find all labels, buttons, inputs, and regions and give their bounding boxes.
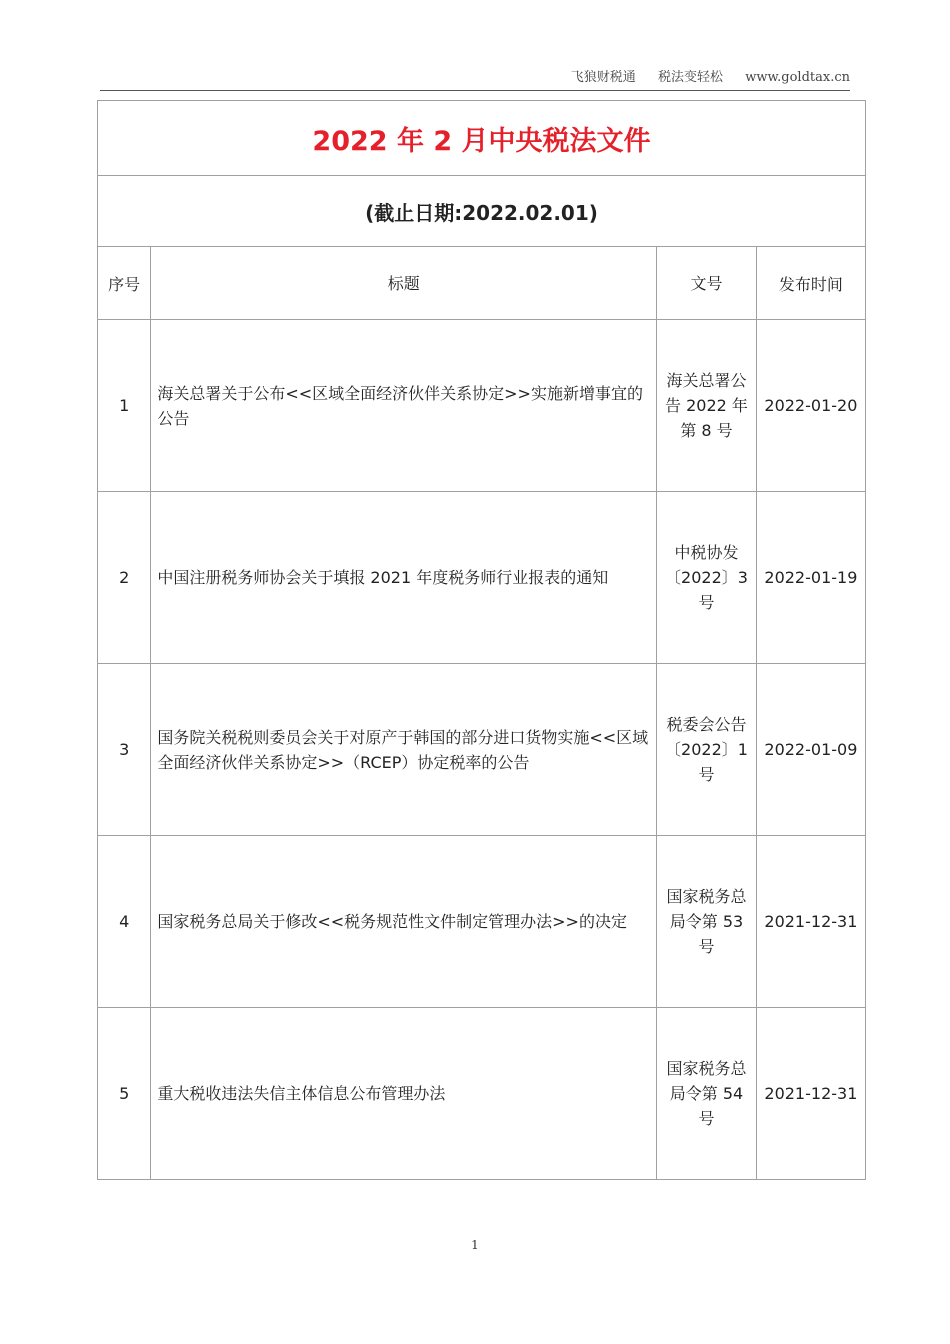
row-title[interactable]: 国家税务总局关于修改<<税务规范性文件制定管理办法>>的决定 (151, 836, 657, 1008)
row-date: 2022-01-19 (756, 492, 865, 664)
document-frame (97, 100, 866, 1180)
header-slogan: 税法变轻松 (658, 70, 724, 85)
table-row (98, 664, 865, 836)
row-title[interactable]: 重大税收违法失信主体信息公布管理办法 (151, 1008, 657, 1180)
row-title[interactable]: 中国注册税务师协会关于填报 2021 年度税务师行业报表的通知 (151, 492, 657, 664)
title-row (98, 101, 865, 176)
table-header-row (98, 247, 865, 320)
column-header-doc-no: 文号 (657, 247, 757, 320)
column-header-title: 标题 (151, 247, 657, 320)
header-brand: 飞狼财税通 (570, 70, 636, 85)
table-row (98, 492, 865, 664)
row-doc-no: 海关总署公告 2022 年第 8 号 (657, 320, 757, 492)
row-date: 2022-01-09 (756, 664, 865, 836)
document-title: 2022 年 2 月中央税法文件 (312, 125, 651, 157)
table-row (98, 320, 865, 492)
header-site[interactable]: www.goldtax.cn (745, 70, 850, 85)
table-row (98, 1008, 865, 1180)
row-no: 2 (98, 492, 151, 664)
row-doc-no: 税委会公告〔2022〕1 号 (657, 664, 757, 836)
row-title[interactable]: 国务院关税税则委员会关于对原产于韩国的部分进口货物实施<<区域全面经济伙伴关系协定>>（RCEP）协定税率的公告 (151, 664, 657, 836)
page-header (100, 66, 850, 91)
row-no: 4 (98, 836, 151, 1008)
row-no: 3 (98, 664, 151, 836)
row-no: 5 (98, 1008, 151, 1180)
document-table (98, 247, 865, 1179)
row-doc-no: 中税协发〔2022〕3 号 (657, 492, 757, 664)
table-row (98, 836, 865, 1008)
column-header-date: 发布时间 (756, 247, 865, 320)
row-date: 2021-12-31 (756, 836, 865, 1008)
cutoff-row (98, 176, 865, 247)
cutoff-date: (截止日期:2022.02.01) (365, 200, 598, 225)
page-number: 1 (471, 1238, 479, 1252)
row-doc-no: 国家税务总局令第 54 号 (657, 1008, 757, 1180)
row-doc-no: 国家税务总局令第 53 号 (657, 836, 757, 1008)
row-no: 1 (98, 320, 151, 492)
row-title[interactable]: 海关总署关于公布<<区域全面经济伙伴关系协定>>实施新增事宜的公告 (151, 320, 657, 492)
column-header-no: 序号 (98, 247, 151, 320)
row-date: 2021-12-31 (756, 1008, 865, 1180)
row-date: 2022-01-20 (756, 320, 865, 492)
